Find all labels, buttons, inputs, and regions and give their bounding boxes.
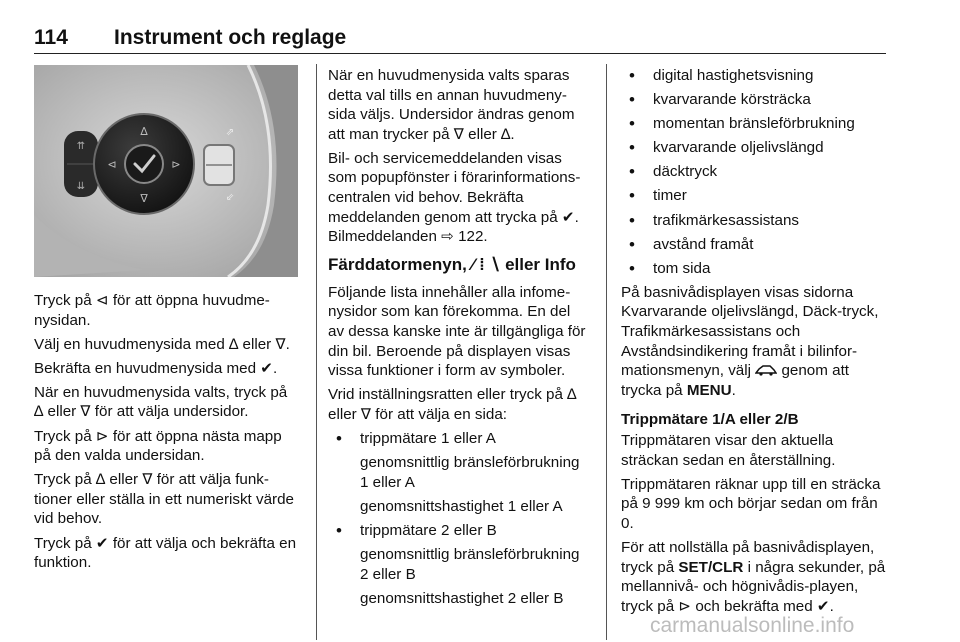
paragraph: Bekräfta en huvudmenysida med ✔. xyxy=(34,359,278,377)
list-item: • avstånd framåt xyxy=(621,235,887,255)
list-item: • tom sida xyxy=(621,259,887,279)
svg-text:⊲: ⊲ xyxy=(107,158,117,171)
paragraph xyxy=(621,283,887,401)
paragraph-text: . xyxy=(731,381,736,399)
paragraph xyxy=(621,538,887,616)
menu-button-label: MENU xyxy=(686,381,732,399)
list-item: • digital hastighetsvisning xyxy=(621,66,887,86)
paragraph: Tryck på ⊳ för att öppna nästa mapp på den valda undersidan. xyxy=(34,427,282,465)
svg-text:⇗: ⇗ xyxy=(225,127,235,138)
paragraph: Välj en huvudmenysida med ∆ eller ∇. xyxy=(34,335,290,353)
paragraph: Följande lista innehåller alla infome-nysidor som kan förekomma. En del av dessa kanske inte är tillgängliga för din bil. Beroende på displayen visas vissa funktioner i form av symboler. xyxy=(328,283,586,380)
steering-wheel-controls-photo xyxy=(34,65,298,277)
list-item: • momentan bränsleförbrukning xyxy=(621,114,887,134)
paragraph-text: På basnivådisplayen visas sidorna Kvarvarande oljelivslängd, Däck-tryck, Trafikmärkesassistans och Avståndsindikering framåt i bilinfor-mationsmenyn, välj xyxy=(621,283,879,380)
svg-text:∆: ∆ xyxy=(140,125,148,138)
list-item: • trafikmärkesassistans xyxy=(621,211,887,231)
svg-text:⊳: ⊳ xyxy=(171,158,181,171)
paragraph: Tryck på ⊲ för att öppna huvudme-nysidan. xyxy=(34,292,270,329)
paragraph: Bil- och servicemeddelanden visas som popupfönster i förarinformations-centralen vid behov. Bekräfta meddelanden genom att trycka på ✔. Bilmeddelanden ⇨ 122. xyxy=(328,149,581,246)
car-info-icon xyxy=(755,362,777,379)
list-item xyxy=(328,521,590,541)
column-divider-1 xyxy=(316,64,317,640)
list-item xyxy=(328,429,590,449)
svg-text:⇙: ⇙ xyxy=(225,192,235,203)
column-divider-2 xyxy=(606,64,607,640)
list-item-label: trippmätare 1 eller A xyxy=(360,430,496,447)
page-number: 114 xyxy=(34,26,68,49)
list-subitem: genomsnittlig bränsleförbrukning 2 eller B xyxy=(360,545,580,583)
column-2 xyxy=(328,66,590,613)
list-item: • kvarvarande körsträcka xyxy=(621,90,887,110)
section-heading: Trippmätare 1/A eller 2/B xyxy=(621,411,799,429)
watermark: carmanualsonline.info xyxy=(650,614,855,637)
list-subitem: genomsnittshastighet 2 eller B xyxy=(360,589,564,607)
page-header xyxy=(34,26,886,52)
list-item: • kvarvarande oljelivslängd xyxy=(621,138,887,158)
paragraph: Tryck på ✔ för att välja och bekräfta en funktion. xyxy=(34,534,297,572)
paragraph: Tryck på ∆ eller ∇ för att välja funk-tioner eller ställa in ett numeriskt värde vid behov. xyxy=(34,471,294,528)
page-title: Instrument och reglage xyxy=(114,26,347,49)
column-3 xyxy=(621,66,887,621)
paragraph-text: i några sekunder, på mellannivå- och högnivådis-playen, tryck på ⊳ och bekräfta med ✔. xyxy=(621,558,886,615)
column-1 xyxy=(34,291,299,577)
list-item-label: trippmätare 2 eller B xyxy=(360,521,497,539)
svg-text:⇊: ⇊ xyxy=(76,181,86,192)
svg-text:⇈: ⇈ xyxy=(76,141,86,152)
list-item: • timer xyxy=(621,186,887,206)
paragraph: Trippmätaren visar den aktuella sträckan sedan en återställning. xyxy=(621,432,836,469)
paragraph: Vrid inställningsratten eller tryck på ∆ eller ∇ för att välja en sida: xyxy=(328,386,577,423)
svg-text:∇: ∇ xyxy=(140,192,148,205)
paragraph: När en huvudmenysida valts sparas detta val tills en annan huvudmeny-sida väljs. Undersidor ändras genom att man trycker på ∇ eller ∆. xyxy=(328,67,575,143)
header-rule xyxy=(34,53,886,54)
paragraph: Trippmätaren räknar upp till en sträcka på 9 999 km och börjar sedan om från 0. xyxy=(621,475,881,532)
paragraph-text: För att nollställa på basnivådisplayen, tryck på xyxy=(621,538,875,576)
list-subitem: genomsnittlig bränsleförbrukning 1 eller A xyxy=(360,454,580,491)
paragraph-text: genom att trycka på xyxy=(621,362,850,399)
section-heading: Färddatormenyn, ⁄ ⁞ ∖ eller Info xyxy=(328,254,576,274)
page-list xyxy=(328,429,590,608)
paragraph: När en huvudmenysida valts, tryck på ∆ eller ∇ för att välja undersidor. xyxy=(34,383,288,421)
page-list xyxy=(621,66,887,278)
set-clr-button-label: SET/CLR xyxy=(678,558,744,576)
list-subitem: genomsnittshastighet 1 eller A xyxy=(360,497,563,515)
list-item: • däcktryck xyxy=(621,162,887,182)
